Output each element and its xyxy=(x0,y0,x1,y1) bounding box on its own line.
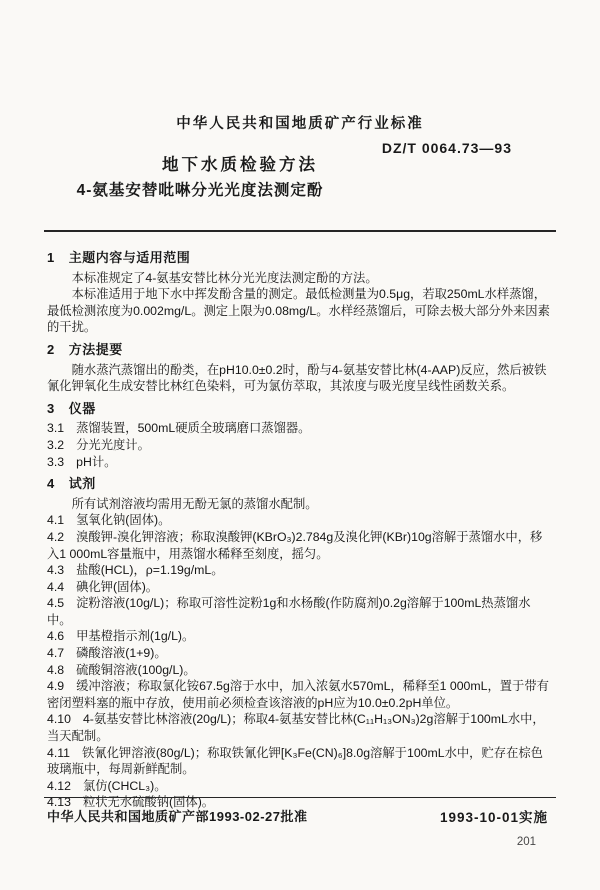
clause-number: 4.12 xyxy=(47,778,71,793)
clause-text: 铁氰化钾溶液(80g/L)；称取铁氰化钾[K₃Fe(CN)₆]8.0g溶解于100mL水中，贮存在棕色玻璃瓶中，每周新鲜配制。 xyxy=(47,745,543,777)
clause-text: 溴酸钾-溴化钾溶液；称取溴酸钾(KBrO₃)2.784g及溴化钾(KBr)10g溶解于蒸馏水中，移入1 000mL容量瓶中，用蒸馏水稀释至刻度，摇匀。 xyxy=(47,529,543,561)
clause-number: 4.5 xyxy=(47,596,65,611)
section-title: 试剂 xyxy=(68,476,96,492)
clause-item xyxy=(47,454,553,471)
clause-item xyxy=(47,745,553,778)
standard-number: DZ/T 0064.73—93 xyxy=(381,140,512,156)
clause-number: 4.13 xyxy=(47,795,71,810)
section-instruments xyxy=(47,401,553,470)
clause-item xyxy=(47,512,553,529)
section-number: 1 xyxy=(47,250,55,265)
clause-number: 3.3 xyxy=(47,454,65,469)
section-number: 4 xyxy=(47,476,55,492)
approval-text: 中华人民共和国地质矿产部1993-02-27批准 xyxy=(47,809,308,824)
clause-number: 4.2 xyxy=(47,529,65,544)
implementation-date: 1993-10-01实施 xyxy=(439,810,548,825)
document-body xyxy=(47,244,553,811)
clause-text: 碘化钾(固体)。 xyxy=(76,579,159,594)
paragraph: 所有试剂溶液均需用无酚无氯的蒸馏水配制。 xyxy=(71,496,318,511)
clause-item xyxy=(47,437,553,454)
section-number: 3 xyxy=(47,400,55,416)
section-title: 方法提要 xyxy=(68,341,123,357)
clause-item xyxy=(47,579,553,596)
clause-item xyxy=(47,645,553,662)
clause-text: 粒状无水硫酸钠(固体)。 xyxy=(82,795,215,810)
clause-number: 4.11 xyxy=(47,745,71,760)
section-scope xyxy=(47,250,553,336)
clause-number: 4.10 xyxy=(47,712,71,727)
clause-text: 甲基橙指示剂(1g/L)。 xyxy=(76,629,195,644)
clause-item xyxy=(47,562,553,579)
clause-text: 盐酸(HCL)，ρ=1.19g/mL。 xyxy=(76,563,224,578)
clause-text: 蒸馏装置，500mL硬质全玻璃磨口蒸馏器。 xyxy=(76,421,311,436)
paragraph: 随水蒸汽蒸馏出的酚类，在pH10.0±0.2时，酚与4-氨基安替比林(4-AAP)反应，然后被铁氰化钾氧化生成安替比林红色染料，可为氯仿萃取，其浓度与吸光度呈线性函数关系。 xyxy=(47,362,547,394)
section-heading xyxy=(47,250,553,267)
paragraph: 本标准规定了4-氨基安替比林分光光度法测定酚的方法。 xyxy=(71,270,378,285)
section-number: 2 xyxy=(47,341,55,357)
clause-item xyxy=(47,420,553,437)
document-title: 地下水质检验方法 xyxy=(162,156,318,174)
clause-item xyxy=(47,778,553,795)
section-heading xyxy=(47,342,553,359)
section-heading xyxy=(47,401,553,418)
section-reagents xyxy=(47,476,553,811)
clause-text: pH计。 xyxy=(76,454,117,469)
clause-item xyxy=(47,595,553,628)
clause-number: 4.7 xyxy=(47,646,65,661)
clause-number: 3.2 xyxy=(47,437,65,452)
section-title: 主题内容与适用范围 xyxy=(68,250,191,265)
document-subtitle: 4-氨基安替吡啉分光光度法测定酚 xyxy=(76,182,324,199)
clause-text: 缓冲溶液；称取氯化铵67.5g溶于水中，加入浓氨水570mL，稀释至1 000mL，置于带有密闭塑料塞的瓶中存放，使用前必须检查该溶液的pH应为10.0±0.2pH单位。 xyxy=(47,679,549,710)
footer-divider xyxy=(44,797,556,798)
clause-text: 淀粉溶液(10g/L)；称取可溶性淀粉1g和水杨酸(作防腐剂)0.2g溶解于100mL热蒸馏水中。 xyxy=(47,596,531,627)
header-divider xyxy=(44,230,556,232)
clause-number: 4.8 xyxy=(47,662,65,677)
section-method-summary xyxy=(47,342,553,395)
clause-item xyxy=(47,678,553,711)
clause-number: 4.4 xyxy=(47,579,65,594)
clause-item xyxy=(47,711,553,744)
clause-text: 氢氧化钠(固体)。 xyxy=(76,513,171,528)
clause-item xyxy=(47,529,553,562)
clause-text: 分光光度计。 xyxy=(76,437,150,452)
clause-item xyxy=(47,662,553,679)
clause-number: 4.9 xyxy=(47,679,65,694)
page-number: 201 xyxy=(516,836,536,848)
clause-text: 硫酸铜溶液(100g/L)。 xyxy=(76,662,196,677)
clause-item xyxy=(47,628,553,645)
section-heading xyxy=(47,476,553,493)
standard-category-title: 中华人民共和国地质矿产行业标准 xyxy=(176,116,424,132)
clause-number: 3.1 xyxy=(47,421,65,436)
paragraph: 本标准适用于地下水中挥发酚含量的测定。最低检测量为0.5μg，若取250mL水样蒸馏，最低检测浓度为0.002mg/L。测定上限为0.08mg/L。水样经蒸馏后，可除去极大部分外来因素的干扰。 xyxy=(47,287,550,335)
clause-number: 4.1 xyxy=(47,513,65,528)
clause-text: 氯仿(CHCL₃)。 xyxy=(82,778,167,793)
clause-number: 4.3 xyxy=(47,563,65,578)
clause-number: 4.6 xyxy=(47,629,65,644)
clause-text: 磷酸溶液(1+9)。 xyxy=(76,646,167,661)
clause-text: 4-氨基安替比林溶液(20g/L)；称取4-氨基安替比林(C₁₁H₁₃ON₃)2g溶解于100mL水中，当天配制。 xyxy=(47,712,545,744)
section-title: 仪器 xyxy=(68,400,96,416)
